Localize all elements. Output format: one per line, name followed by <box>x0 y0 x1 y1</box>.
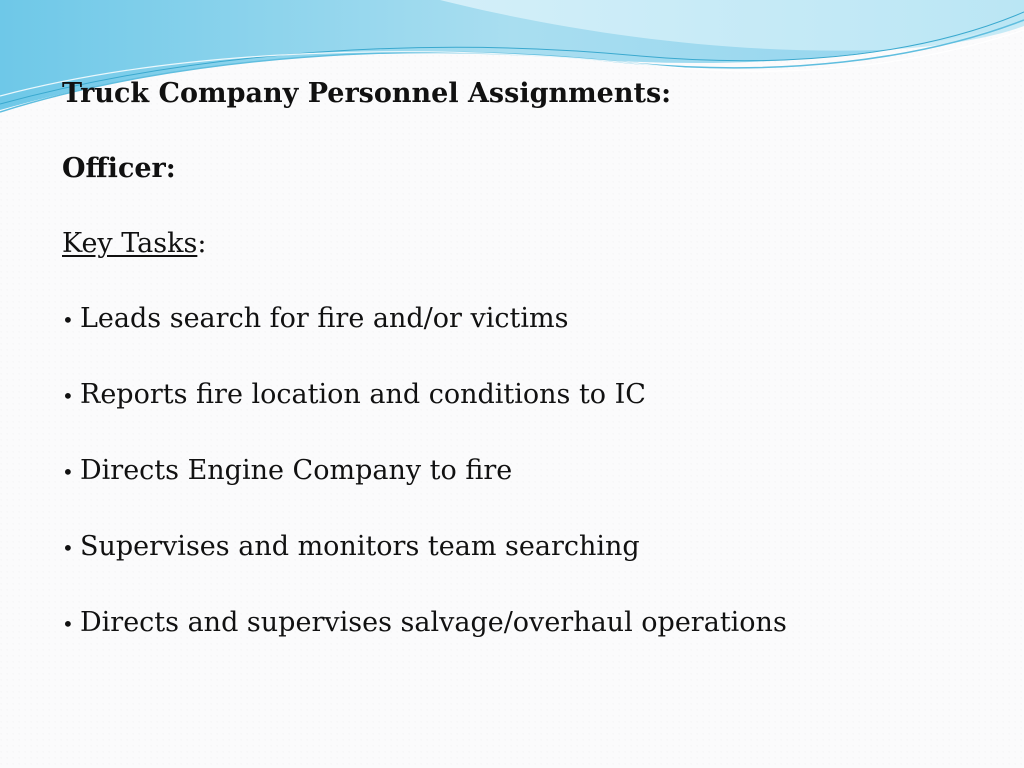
key-tasks-heading <box>62 224 962 264</box>
task-item <box>62 603 962 644</box>
task-item <box>62 527 962 568</box>
bullet-icon: • <box>62 612 74 636</box>
task-item <box>62 299 962 340</box>
task-text: Leads search for fire and/or victims <box>80 303 569 334</box>
bullet-icon: • <box>62 536 74 560</box>
bullet-icon: • <box>62 308 74 332</box>
bullet-icon: • <box>62 384 74 408</box>
task-text: Reports fire location and conditions to IC <box>80 379 646 410</box>
key-tasks-label: Key Tasks <box>62 228 198 259</box>
task-text: Supervises and monitors team searching <box>80 531 640 562</box>
key-tasks-colon: : <box>197 228 207 259</box>
slide-title: Truck Company Personnel Assignments: <box>62 78 672 109</box>
task-item <box>62 451 962 492</box>
slide-content <box>62 74 962 644</box>
task-text: Directs Engine Company to fire <box>80 455 513 486</box>
bullet-icon: • <box>62 460 74 484</box>
task-text: Directs and supervises salvage/overhaul operations <box>80 607 787 638</box>
role-heading: Officer: <box>62 153 176 184</box>
task-item <box>62 375 962 416</box>
